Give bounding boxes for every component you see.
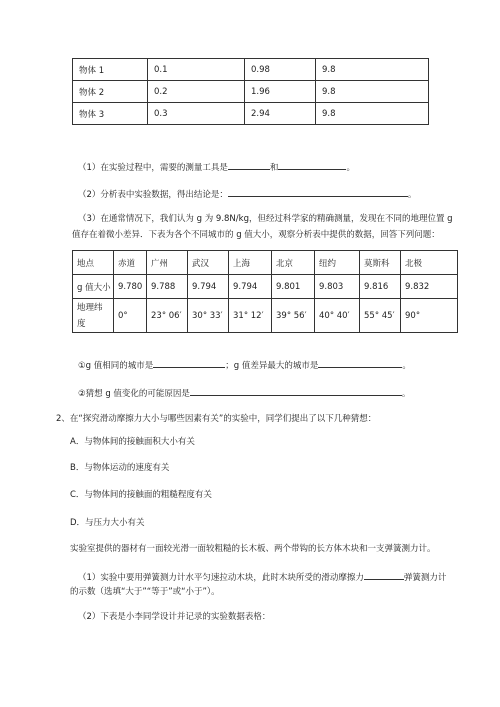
label-text: 度 xyxy=(77,318,86,329)
question-1 xyxy=(78,160,355,174)
equipment-text: 实验室提供的器材有一面较光滑一面较粗糙的长木板、两个带钩的长方体木块和一支弹簧测力计。 xyxy=(70,544,436,554)
table-cell: 物体 3 xyxy=(73,103,148,125)
table-row-label: g 值大小 xyxy=(73,275,114,299)
table-cell: 1.96 xyxy=(245,81,316,103)
table-header-cell: 武汉 xyxy=(188,251,229,275)
table-cell: 9.788 xyxy=(147,275,188,299)
part-2: （2）下表是小李同学设计并记录的实验数据表格： xyxy=(78,612,271,622)
part-1-line-2: 的示数（选填“大于”“等于”或“小于”）。 xyxy=(70,587,220,597)
question-text: 。 xyxy=(401,389,411,399)
force-mass-table xyxy=(72,58,429,125)
g-value-table xyxy=(72,250,458,333)
option-b: B．与物体运动的速度有关 xyxy=(70,463,170,473)
table-cell: 9.816 xyxy=(360,275,401,299)
question-text: 。 xyxy=(346,163,355,173)
table-cell: 0.1 xyxy=(148,59,245,81)
answer-blank[interactable] xyxy=(153,358,225,368)
table-row xyxy=(73,275,458,299)
table-cell: 30° 33′ xyxy=(188,299,229,333)
table-row xyxy=(73,81,429,103)
table-cell: 55° 45′ xyxy=(360,299,401,333)
question-text: 。 xyxy=(407,190,417,200)
table-header-cell: 上海 xyxy=(229,251,272,275)
question-text: 。 xyxy=(402,361,411,371)
table-cell: 9.794 xyxy=(188,275,229,299)
table-cell: 9.832 xyxy=(401,275,458,299)
table-header-cell: 纽约 xyxy=(315,251,360,275)
table-cell: 9.8 xyxy=(316,81,429,103)
table-cell: 9.8 xyxy=(316,59,429,81)
answer-blank[interactable] xyxy=(318,358,402,368)
question-text: 和 xyxy=(269,163,279,173)
question-text: ；g 值差异最大的城市是 xyxy=(225,361,319,371)
option-c: C．与物体间的接触面的粗糙程度有关 xyxy=(70,490,212,500)
answer-blank[interactable] xyxy=(364,570,404,580)
question-3-line-2: 值存在着微小差异．下表为各个不同城市的 g 值大小，观察分析表中提供的数据，回答下列问题： xyxy=(72,230,440,240)
question-text: ①g 值相同的城市是 xyxy=(78,361,154,371)
table-header-cell: 北极 xyxy=(401,251,458,275)
answer-blank[interactable] xyxy=(228,160,270,170)
question-text: ②猜想 g 值变化的可能原因是 xyxy=(78,389,190,399)
question-text: （1）实验中要用弹簧测力计水平匀速拉动木块，此时木块所受的滑动摩擦力 xyxy=(78,573,364,583)
table-cell: 9.803 xyxy=(315,275,360,299)
table-header-cell: 地点 xyxy=(73,251,114,275)
answer-blank[interactable] xyxy=(228,187,408,197)
table-cell: 9.794 xyxy=(229,275,272,299)
table-cell: 2.94 xyxy=(245,103,316,125)
answer-blank[interactable] xyxy=(190,386,402,396)
table-row xyxy=(73,59,429,81)
question-text: （2）分析表中实验数据，得出结论是： xyxy=(78,190,228,200)
question-text: 弹簧测力计 xyxy=(403,573,447,583)
question-text: （1）在实验过程中，需要的测量工具是 xyxy=(78,163,228,173)
table-cell: 40° 40′ xyxy=(315,299,360,333)
option-a: A．与物体间的接触面积大小有关 xyxy=(70,437,195,447)
label-text: 地理纬 xyxy=(77,302,103,313)
table-header-cell: 赤道 xyxy=(114,251,147,275)
table-cell: 39° 56′ xyxy=(272,299,315,333)
table-row xyxy=(73,299,458,333)
table-cell: 0.98 xyxy=(245,59,316,81)
question-2 xyxy=(78,187,416,201)
table-header-cell: 莫斯科 xyxy=(360,251,401,275)
sub-question-1 xyxy=(78,358,411,372)
table-cell: 23° 06′ xyxy=(147,299,188,333)
table-row xyxy=(73,251,458,275)
table-cell: 9.801 xyxy=(272,275,315,299)
part-1-line-1 xyxy=(78,570,446,584)
answer-blank[interactable] xyxy=(278,160,346,170)
table-cell: 物体 2 xyxy=(73,81,148,103)
option-d: D．与压力大小有关 xyxy=(70,518,145,528)
table-cell: 0° xyxy=(114,299,147,333)
table-cell: 90° xyxy=(401,299,458,333)
table-cell: 0.3 xyxy=(148,103,245,125)
table-row-label xyxy=(73,299,114,333)
table-cell: 9.780 xyxy=(114,275,147,299)
table-header-cell: 北京 xyxy=(272,251,315,275)
question-3-line-1: （3）在通常情况下，我们认为 g 为 9.8N/kg，但经过科学家的精确测量，发现在不同的地理位置 g xyxy=(78,214,453,224)
table-cell: 物体 1 xyxy=(73,59,148,81)
question-2-intro: 2、在“探究滑动摩擦力大小与哪些因素有关”的实验中，同学们提出了以下几种猜想： xyxy=(56,414,377,424)
table-row xyxy=(73,103,429,125)
table-cell: 0.2 xyxy=(148,81,245,103)
sub-question-2 xyxy=(78,386,410,400)
table-cell: 31° 12′ xyxy=(229,299,272,333)
table-header-cell: 广州 xyxy=(147,251,188,275)
table-cell: 9.8 xyxy=(316,103,429,125)
